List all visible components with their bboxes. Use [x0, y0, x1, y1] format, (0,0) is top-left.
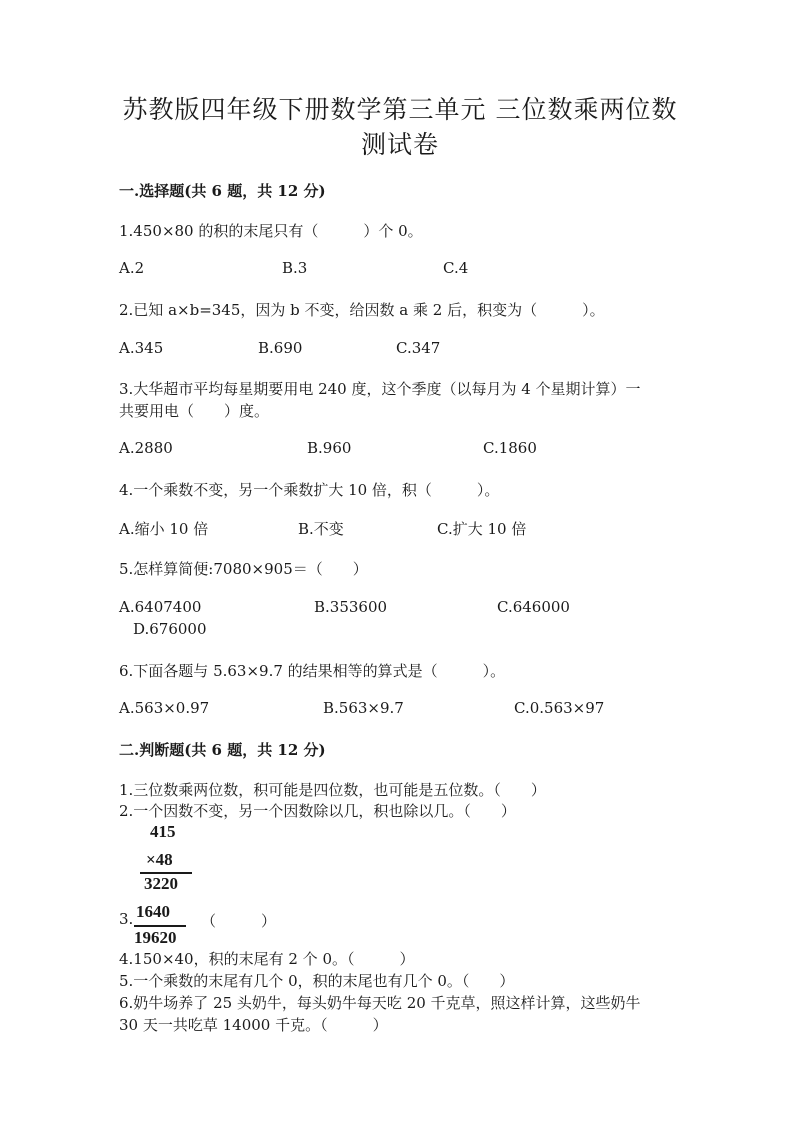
- q6-option-b: B.563×9.7: [323, 699, 404, 717]
- q2-option-b: B.690: [258, 339, 303, 357]
- question-3-line2: 共要用电（ ）度。: [119, 402, 270, 420]
- calc-result: 19620: [134, 928, 177, 947]
- calc-partial-2: 1640: [136, 902, 170, 921]
- question-1: 1.450×80 的积的末尾只有（ ）个 0。: [119, 222, 423, 240]
- question-4: 4.一个乘数不变，另一个乘数扩大 10 倍，积（ ）。: [119, 481, 500, 499]
- judge-5: 5.一个乘数的末尾有几个 0，积的末尾也有几个 0。（ ）: [119, 972, 515, 990]
- q1-option-c: C.4: [443, 259, 469, 277]
- q4-option-a: A.缩小 10 倍: [119, 520, 209, 538]
- judge-4: 4.150×40，积的末尾有 2 个 0。（ ）: [119, 950, 415, 968]
- section-heading-judge: 二.判断题(共 6 题，共 12 分): [119, 741, 326, 759]
- q5-option-b: B.353600: [314, 598, 388, 616]
- q5-option-a: A.6407400: [119, 598, 202, 616]
- q5-option-c: C.646000: [497, 598, 570, 616]
- calc-rule-2: [134, 925, 186, 927]
- q4-option-b: B.不变: [298, 520, 344, 538]
- q5-option-d: D.676000: [133, 620, 207, 638]
- calc-multiplicand: 415: [150, 822, 176, 841]
- judge-3-number: 3.: [119, 910, 134, 928]
- q3-option-a: A.2880: [119, 439, 173, 457]
- q1-option-a: A.2: [119, 259, 145, 277]
- q2-option-a: A.345: [119, 339, 164, 357]
- judge-3-answer-paren: （ ）: [201, 912, 277, 930]
- q6-option-c: C.0.563×97: [514, 699, 605, 717]
- page-title: 苏教版四年级下册数学第三单元 三位数乘两位数: [122, 95, 678, 124]
- judge-6-line1: 6.奶牛场养了 25 头奶牛，每头奶牛每天吃 20 千克草，照这样计算，这些奶牛: [119, 994, 641, 1012]
- calc-partial-1: 3220: [144, 874, 178, 893]
- judge-6-line2: 30 天一共吃草 14000 千克。（ ）: [119, 1016, 388, 1034]
- judge-2: 2.一个因数不变，另一个因数除以几，积也除以几。（ ）: [119, 802, 516, 820]
- q1-option-b: B.3: [282, 259, 308, 277]
- q3-option-c: C.1860: [483, 439, 537, 457]
- q6-option-a: A.563×0.97: [119, 699, 210, 717]
- page-title-line2: 测试卷: [360, 130, 439, 159]
- q3-option-b: B.960: [307, 439, 352, 457]
- question-6: 6.下面各题与 5.63×9.7 的结果相等的算式是（ ）。: [119, 662, 506, 680]
- question-2: 2.已知 a×b=345，因为 b 不变，给因数 a 乘 2 后，积变为（ ）。: [119, 301, 605, 319]
- question-3-line1: 3.大华超市平均每星期要用电 240 度，这个季度（以每月为 4 个星期计算）一: [119, 380, 641, 398]
- q2-option-c: C.347: [396, 339, 441, 357]
- judge-1: 1.三位数乘两位数，积可能是四位数，也可能是五位数。（ ）: [119, 781, 546, 799]
- q4-option-c: C.扩大 10 倍: [437, 520, 527, 538]
- question-5: 5.怎样算简便:7080×905＝（ ）: [119, 560, 368, 578]
- calc-multiplier: ×48: [146, 850, 173, 869]
- section-heading-choice: 一.选择题(共 6 题，共 12 分): [119, 182, 326, 200]
